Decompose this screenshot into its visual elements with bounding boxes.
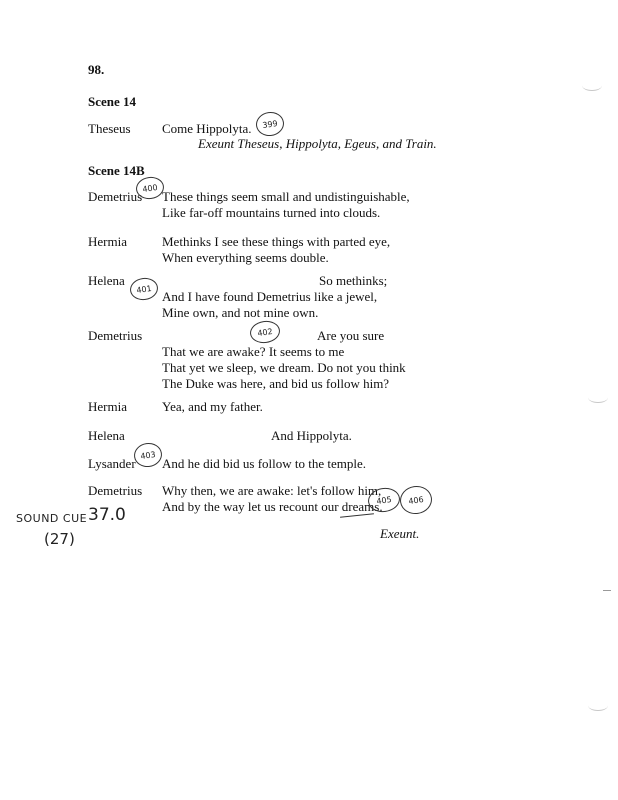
- circled-line-number: 403: [132, 441, 163, 469]
- circled-line-number: 402: [249, 319, 282, 345]
- margin-mark: [603, 590, 611, 591]
- speech-line: And he did bid us follow to the temple.: [162, 456, 367, 471]
- speech-line: So methinks;: [319, 273, 388, 288]
- speech-line: Why then, we are awake: let's follow him,: [162, 483, 382, 498]
- speech-line: And Hippolyta.: [271, 428, 352, 443]
- line-come-hippolyta: Come Hippolyta.: [162, 121, 252, 136]
- speaker-lysander: Lysander: [88, 456, 136, 471]
- sound-cue-label: SOUND CUE: [16, 512, 88, 525]
- stage-direction-exeunt: Exeunt.: [380, 526, 420, 541]
- speaker-demetrius: Demetrius: [88, 189, 143, 204]
- speech-line: Mine own, and not mine own.: [162, 305, 319, 320]
- speaker-helena: Helena: [88, 428, 125, 443]
- page-number: 98.: [88, 62, 105, 77]
- sound-cue-number: 37.0: [88, 505, 126, 525]
- speaker-helena: Helena: [88, 273, 125, 288]
- speech-line: That we are awake? It seems to me: [162, 344, 345, 359]
- circled-line-number: 400: [135, 175, 166, 201]
- speech-line: Are you sure: [317, 328, 385, 343]
- sound-cue-sub: (27): [44, 530, 75, 548]
- circled-line-number: 399: [254, 110, 285, 138]
- circled-line-number: 401: [129, 276, 160, 302]
- speaker-hermia: Hermia: [88, 399, 127, 414]
- speech-line: When everything seems double.: [162, 250, 329, 265]
- speech-line: Yea, and my father.: [162, 399, 263, 414]
- scene-14-heading: Scene 14: [88, 94, 137, 109]
- scene-14b-heading: Scene 14B: [88, 163, 145, 178]
- speaker-theseus: Theseus: [88, 121, 131, 136]
- circled-line-number: 405: [366, 486, 401, 514]
- binder-hole-top: [582, 80, 602, 91]
- speech-line: Like far-off mountains turned into clouds.: [162, 205, 381, 220]
- speech-line: And I have found Demetrius like a jewel,: [162, 289, 378, 304]
- speech-line: That yet we sleep, we dream. Do not you think: [162, 360, 406, 375]
- speaker-demetrius: Demetrius: [88, 483, 143, 498]
- speaker-demetrius: Demetrius: [88, 328, 143, 343]
- stage-direction-exeunt-theseus: Exeunt Theseus, Hippolyta, Egeus, and Train.: [198, 136, 437, 151]
- speech-line: Methinks I see these things with parted eye,: [162, 234, 391, 249]
- speech-line: And by the way let us recount our dreams.: [162, 499, 383, 514]
- circled-line-number: 406: [398, 484, 434, 516]
- speech-line: The Duke was here, and bid us follow him?: [162, 376, 390, 391]
- binder-hole-bottom: [588, 700, 608, 711]
- speaker-hermia: Hermia: [88, 234, 127, 249]
- speech-line: These things seem small and undistinguishable,: [162, 189, 410, 204]
- binder-hole-middle: [588, 392, 608, 403]
